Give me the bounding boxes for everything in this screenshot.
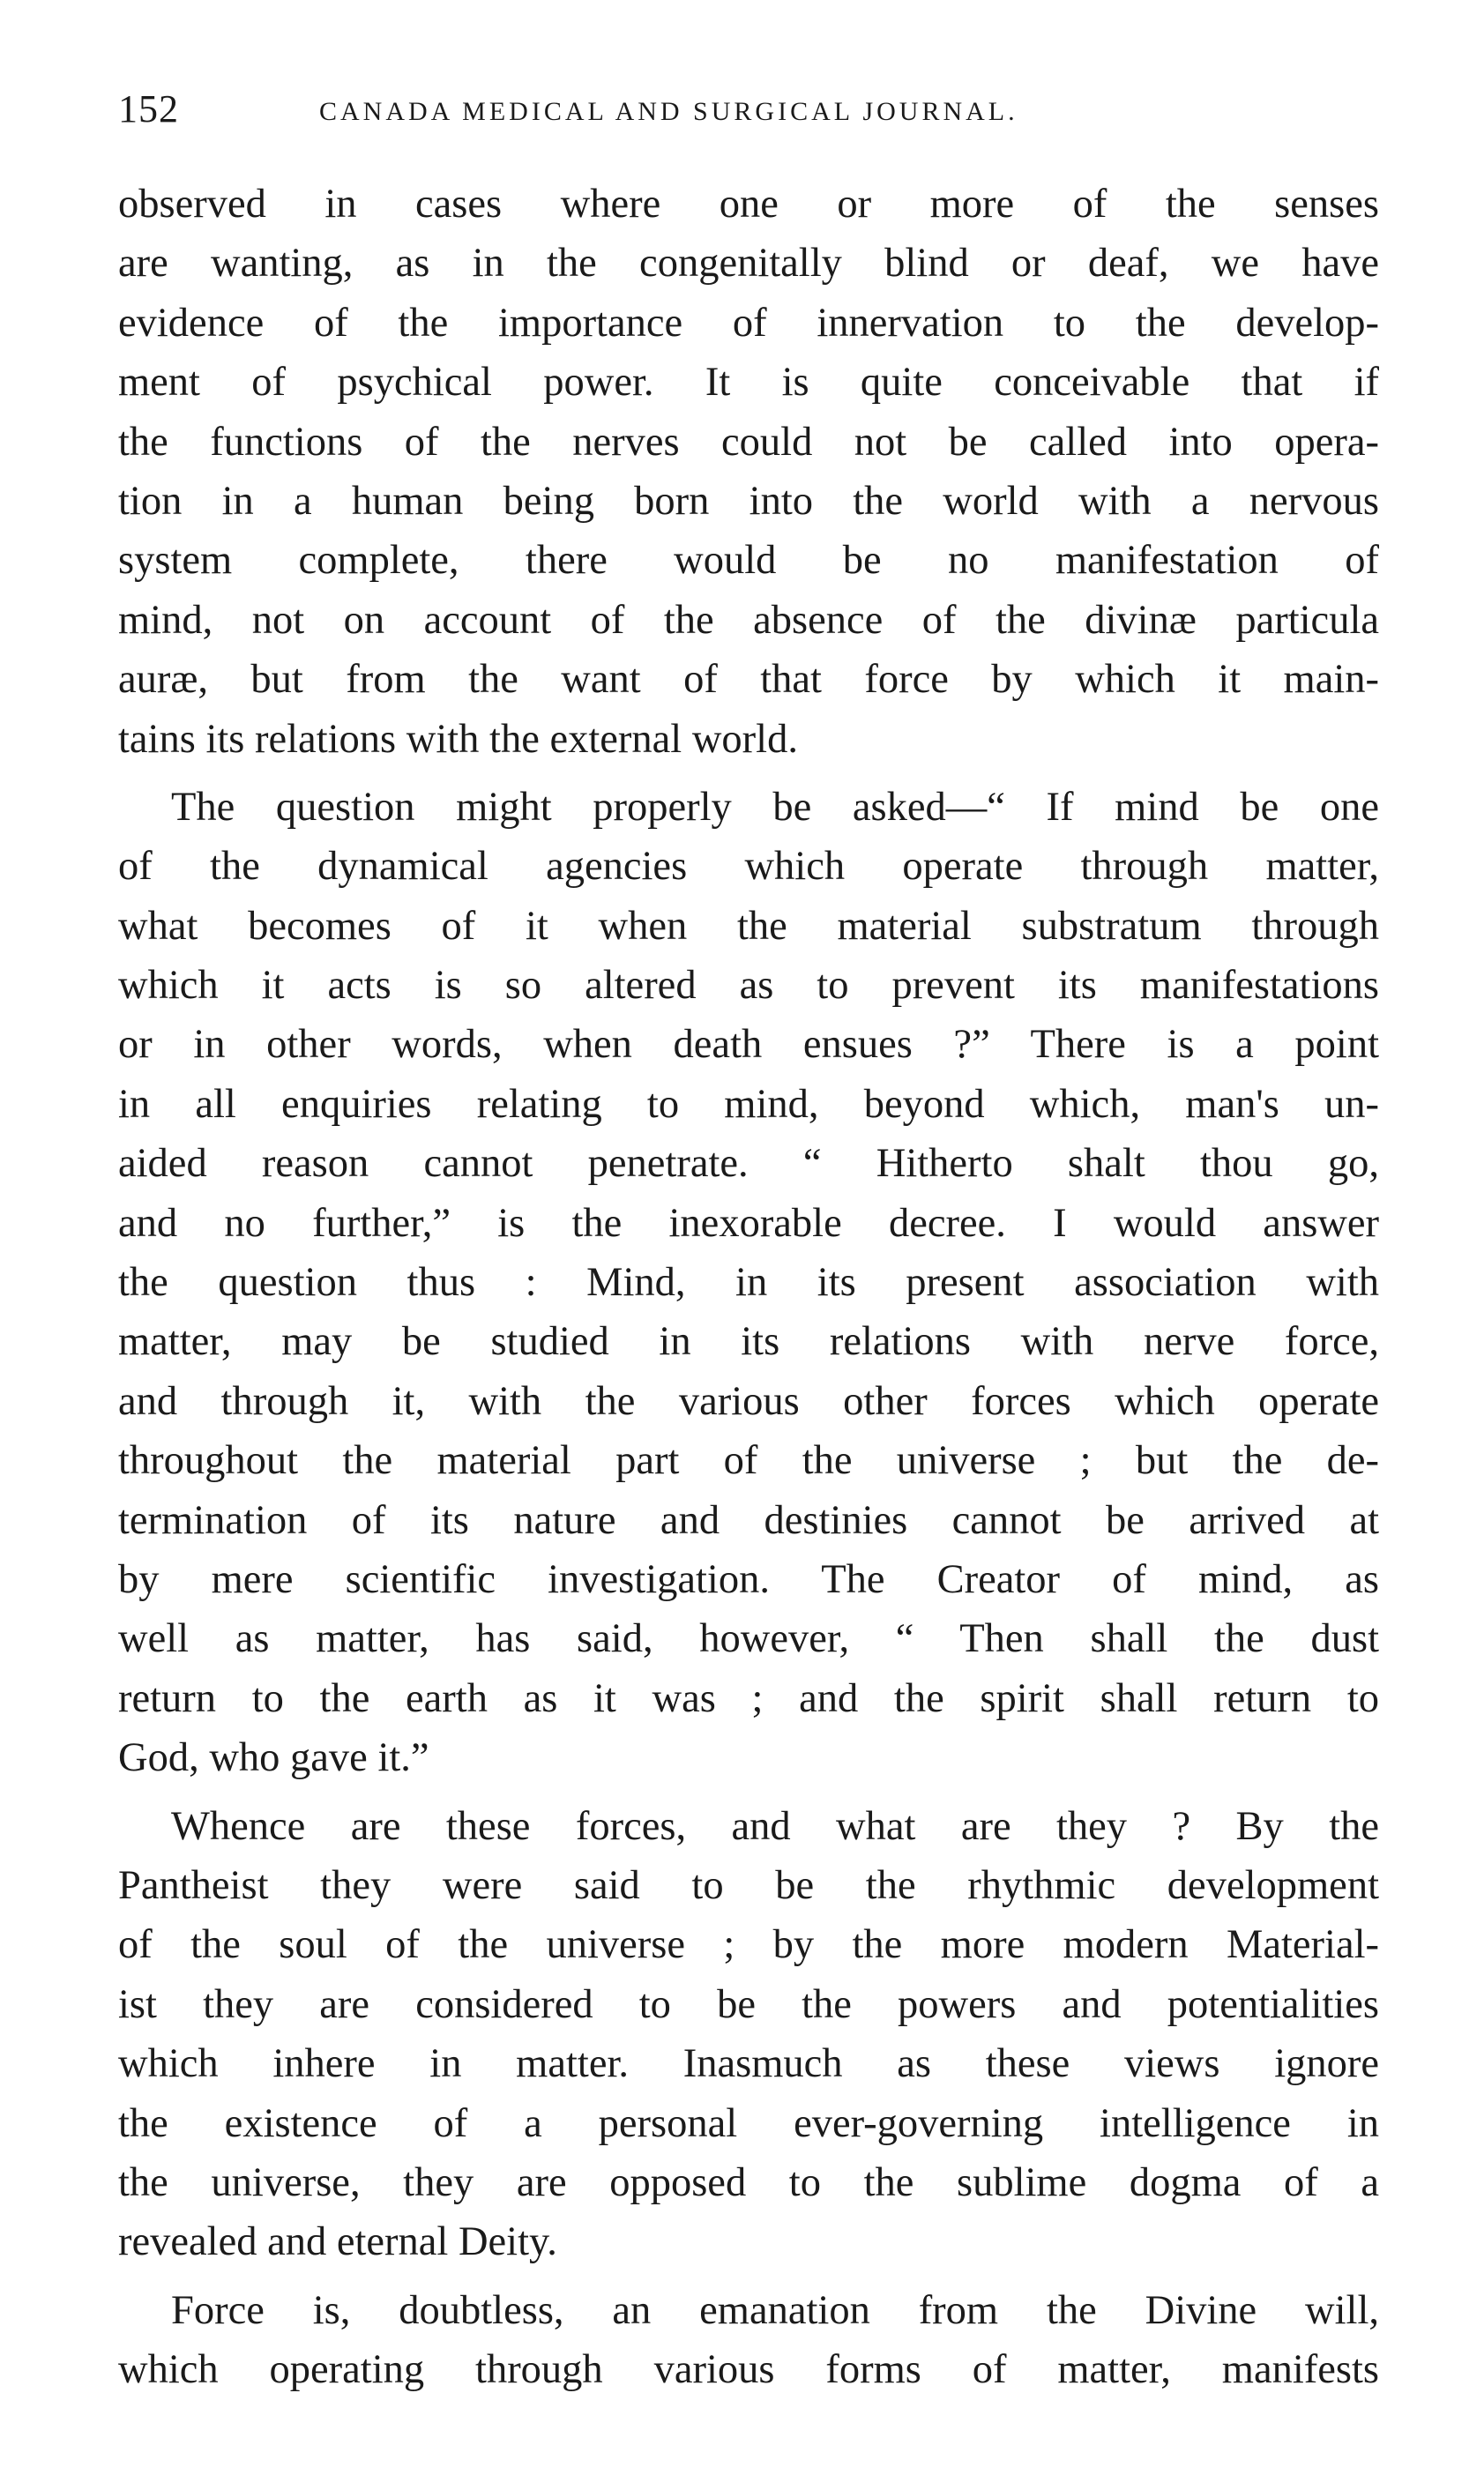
text-line: aided reason cannot penetrate. “ Hitherto shalt thou go, <box>118 1141 1379 1187</box>
text-line: which it acts is so altered as to prevent its manifestations <box>118 963 1379 1009</box>
text-line: Force is, doubtless, an emanation from the Divine will, <box>171 2287 1379 2333</box>
text-line: evidence of the importance of innervation to the develop- <box>118 300 1379 346</box>
text-line: mind, not on account of the absence of the divinæ particula <box>118 597 1379 643</box>
text-line: well as matter, has said, however, “ Then shall the dust <box>118 1616 1379 1662</box>
paragraph-2 <box>118 778 1379 1788</box>
text-line: observed in cases where one or more of the senses <box>118 182 1379 227</box>
paragraph-4 <box>118 2281 1379 2400</box>
text-line: and no further,” is the inexorable decree. I would answer <box>118 1200 1379 1246</box>
text-line: of the soul of the universe ; by the more modern Material- <box>118 1922 1379 1968</box>
text-line: tains its relations with the external world. <box>118 716 798 762</box>
text-line: Whence are these forces, and what are they ? By the <box>171 1803 1379 1849</box>
text-line: what becomes of it when the material substratum through <box>118 903 1379 949</box>
text-line: return to the earth as it was ; and the spirit shall return to <box>118 1675 1379 1721</box>
text-line: revealed and eternal Deity. <box>118 2219 557 2265</box>
text-line: the existence of a personal ever-governing intelligence in <box>118 2100 1379 2146</box>
text-line: The question might properly be asked—“ If mind be one <box>171 784 1379 830</box>
text-line: ment of psychical power. It is quite conceivable that if <box>118 360 1379 406</box>
text-line: or in other words, when death ensues ?” There is a point <box>118 1022 1379 1068</box>
text-line: are wanting, as in the congenitally blind or deaf, we have <box>118 241 1379 287</box>
text-line: termination of its nature and destinies cannot be arrived at <box>118 1497 1379 1543</box>
text-line: in all enquiries relating to mind, beyond which, man's un- <box>118 1081 1379 1127</box>
body-text <box>118 175 1379 2399</box>
text-line: matter, may be studied in its relations with nerve force, <box>118 1319 1379 1365</box>
paragraph-1 <box>118 175 1379 769</box>
text-line: auræ, but from the want of that force by which it main- <box>118 657 1379 703</box>
text-line: of the dynamical agencies which operate through matter, <box>118 844 1379 890</box>
text-line: Pantheist they were said to be the rhythmic development <box>118 1862 1379 1908</box>
text-line: throughout the material part of the universe ; but the de- <box>118 1438 1379 1484</box>
text-line: by mere scientific investigation. The Creator of mind, as <box>118 1556 1379 1602</box>
running-head <box>118 85 1379 138</box>
page-number: 152 <box>118 87 179 130</box>
text-line: tion in a human being born into the world with a nervous <box>118 478 1379 524</box>
text-line: the question thus : Mind, in its present association with <box>118 1260 1379 1306</box>
text-line: and through it, with the various other forces which operate <box>118 1378 1379 1424</box>
text-line: God, who gave it.” <box>118 1735 429 1781</box>
text-line: which inhere in matter. Inasmuch as these views ignore <box>118 2041 1379 2087</box>
text-line: the universe, they are opposed to the sublime dogma of a <box>118 2159 1379 2205</box>
text-line: system complete, there would be no manifestation of <box>118 538 1379 584</box>
text-line: ist they are considered to be the powers and potentialities <box>118 1981 1379 2027</box>
journal-title: CANADA MEDICAL AND SURGICAL JOURNAL. <box>319 97 1018 126</box>
text-line: the functions of the nerves could not be called into opera- <box>118 419 1379 465</box>
text-line: which operating through various forms of matter, manifests <box>118 2347 1379 2393</box>
paragraph-3 <box>118 1797 1379 2272</box>
